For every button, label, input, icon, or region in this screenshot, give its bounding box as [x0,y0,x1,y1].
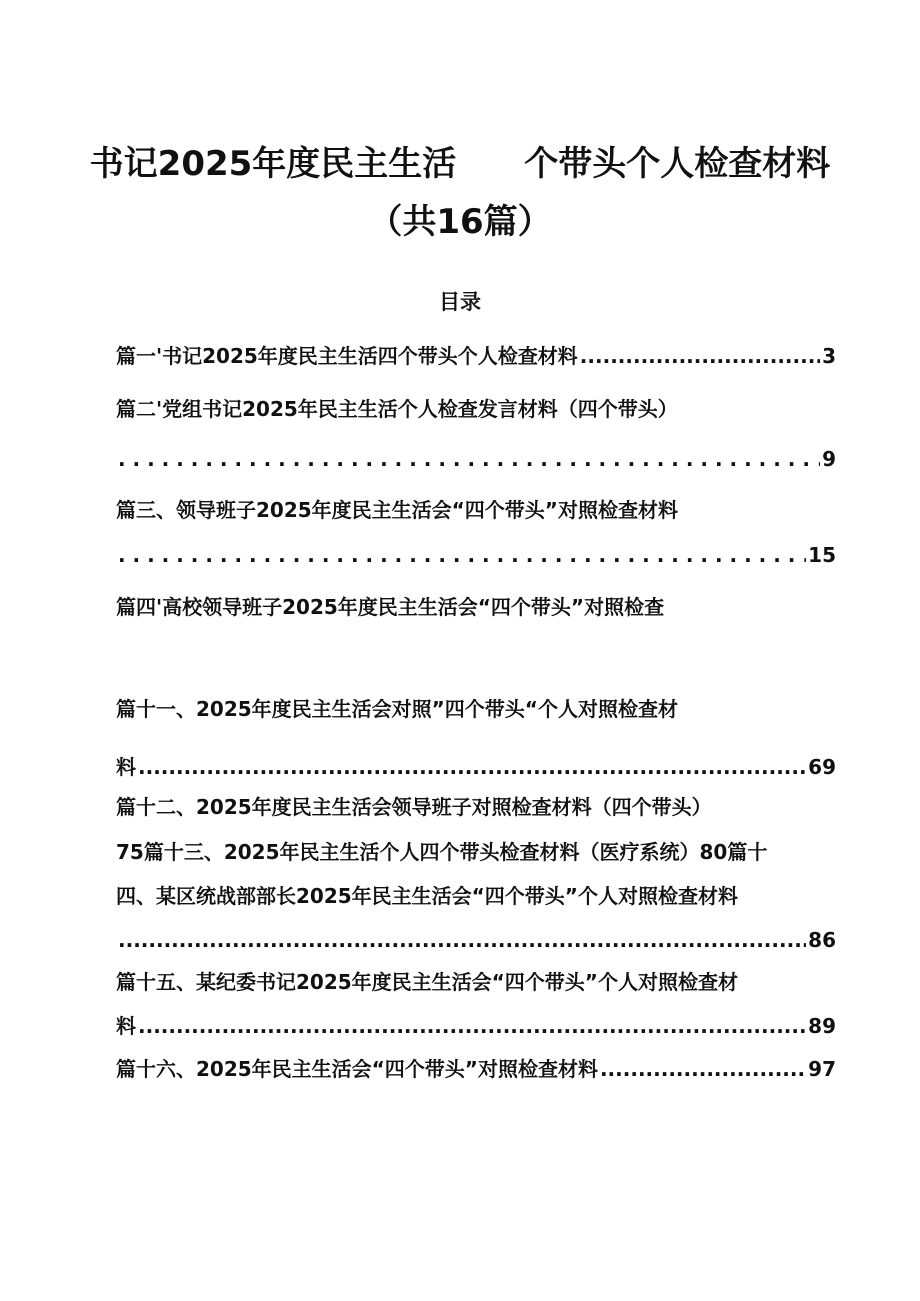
toc-leader-dots [118,446,820,472]
toc-entry[interactable] [116,883,836,909]
toc-entry-continuation[interactable] [116,1013,836,1039]
toc-entry[interactable] [116,594,836,620]
toc-entry-title: 四、某区统战部部长2025年民主生活会“四个带头”个人对照检查材料 [116,884,738,908]
toc-entry-title: 篇二'党组书记2025年民主生活个人检查发言材料（四个带头） [116,397,678,421]
toc-entry-page: 15 [808,543,836,567]
toc-entry-title: 75篇十三、2025年民主生活个人四个带头检查材料（医疗系统）80篇十 [116,840,768,864]
toc-entry[interactable] [116,1056,836,1082]
toc-entry[interactable] [116,343,836,369]
toc-entry-title: 篇一'书记2025年度民主生活四个带头个人检查材料 [116,344,578,368]
toc-entry-continuation[interactable] [116,754,836,780]
toc-leader-dots [118,542,806,568]
toc-leader-dots [600,1056,806,1082]
toc-entry-page: 86 [808,928,836,952]
toc-entry[interactable] [116,969,836,995]
toc-leader-dots [138,1013,806,1039]
toc-entry-title: 篇十六、2025年民主生活会“四个带头”对照检查材料 [116,1057,598,1081]
toc-entry-title: 料 [116,755,136,779]
toc-entry-continuation[interactable] [116,446,836,472]
toc-entry-title: 料 [116,1014,136,1038]
document-subtitle: （共16篇） [368,202,552,242]
toc-entry[interactable] [116,396,836,422]
toc-entry-title: 篇三、领导班子2025年度民主生活会“四个带头”对照检查材料 [116,498,678,522]
toc-entry[interactable] [116,696,836,722]
toc-entry[interactable] [116,794,836,820]
toc-entry-continuation[interactable] [116,927,836,953]
toc-leader-dots [138,754,806,780]
toc-entry-page: 89 [808,1014,836,1038]
toc-entry-title: 篇十五、某纪委书记2025年度民主生活会“四个带头”个人对照检查材 [116,970,738,994]
toc-heading: 目录 [439,290,481,314]
toc-entry-title: 篇十一、2025年度民主生活会对照”四个带头“个人对照检查材 [116,697,678,721]
toc-leader-dots [118,927,806,953]
toc-entry-title: 篇四'高校领导班子2025年度民主生活会“四个带头”对照检查 [116,595,665,619]
document-title: 书记2025年度民主生活 个带头个人检查材料 [89,144,831,184]
toc-entry-title: 篇十二、2025年度民主生活会领导班子对照检查材料（四个带头） [116,795,712,819]
toc-entry-page: 3 [822,344,836,368]
toc-entry[interactable] [116,839,836,865]
toc-entry-page: 69 [808,755,836,779]
toc-leader-dots [580,343,820,369]
toc-entry-page: 9 [822,447,836,471]
toc-entry[interactable] [116,497,836,523]
toc-entry-page: 97 [808,1057,836,1081]
toc-entry-continuation[interactable] [116,542,836,568]
